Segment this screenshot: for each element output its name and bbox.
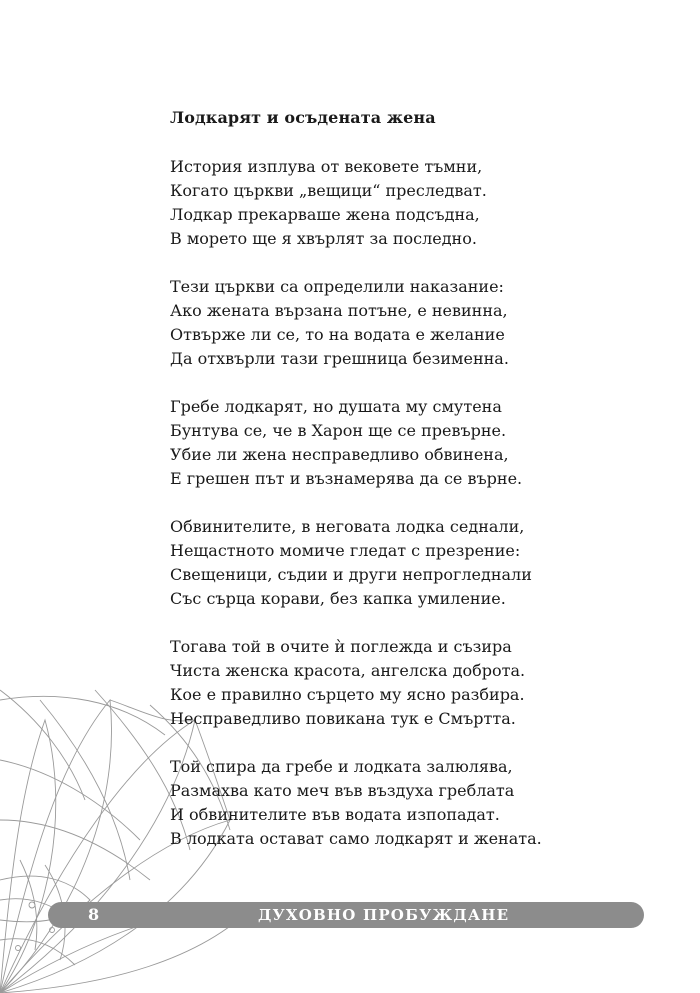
poem-line: История изплува от вековете тъмни, xyxy=(170,157,483,176)
page-number: 8 xyxy=(88,905,100,924)
stanza xyxy=(170,755,610,851)
poem-line: Ако жената вързана потъне, е невинна, xyxy=(170,301,508,320)
poem-body xyxy=(170,155,610,875)
poem-line: Лодкар прекарваше жена подсъдна, xyxy=(170,205,480,224)
poem-line: Гребе лодкарят, но душата му смутена xyxy=(170,397,502,416)
stanza xyxy=(170,395,610,491)
poem-line: В лодката остават само лодкарят и жената. xyxy=(170,829,542,848)
poem-line: Несправедливо повикана тук е Смъртта. xyxy=(170,709,516,728)
poem-title: Лодкарят и осъдената жена xyxy=(170,108,436,127)
running-head: ДУХОВНО ПРОБУЖДАНЕ xyxy=(258,906,510,924)
stanza xyxy=(170,515,610,611)
poem-line: Е грешен път и възнамерява да се върне. xyxy=(170,469,523,488)
poem-line: Нещастното момиче гледат с презрение: xyxy=(170,541,521,560)
poem-line: Чиста женска красота, ангелска доброта. xyxy=(170,661,526,680)
poem-line: Свещеници, съдии и други непрогледнали xyxy=(170,565,532,584)
stanza xyxy=(170,635,610,731)
poem-line: Със сърца корави, без капка умиление. xyxy=(170,589,506,608)
poem-line: Размахва като меч във въздуха греблата xyxy=(170,781,515,800)
stanza xyxy=(170,155,610,251)
poem-line: Да отхвърли тази грешница безименна. xyxy=(170,349,509,368)
poem-line: Той спира да гребе и лодката залюлява, xyxy=(170,757,513,776)
poem-line: Тогава той в очите ѝ поглежда и съзира xyxy=(170,637,512,656)
poem-line: Обвинителите, в неговата лодка седнали, xyxy=(170,517,525,536)
poem-line: Тези църкви са определили наказание: xyxy=(170,277,504,296)
poem-line: Когато църкви „вещици“ преследват. xyxy=(170,181,487,200)
footer-band xyxy=(48,902,644,928)
poem-line: Кое е правилно сърцето му ясно разбира. xyxy=(170,685,525,704)
poem-line: Убие ли жена несправедливо обвинена, xyxy=(170,445,509,464)
poem-line: И обвинителите във водата изпопадат. xyxy=(170,805,500,824)
poem-line: Бунтува се, че в Харон ще се превърне. xyxy=(170,421,507,440)
poem-line: В морето ще я хвърлят за последно. xyxy=(170,229,477,248)
poem-line: Отвърже ли се, то на водата е желание xyxy=(170,325,505,344)
stanza xyxy=(170,275,610,371)
